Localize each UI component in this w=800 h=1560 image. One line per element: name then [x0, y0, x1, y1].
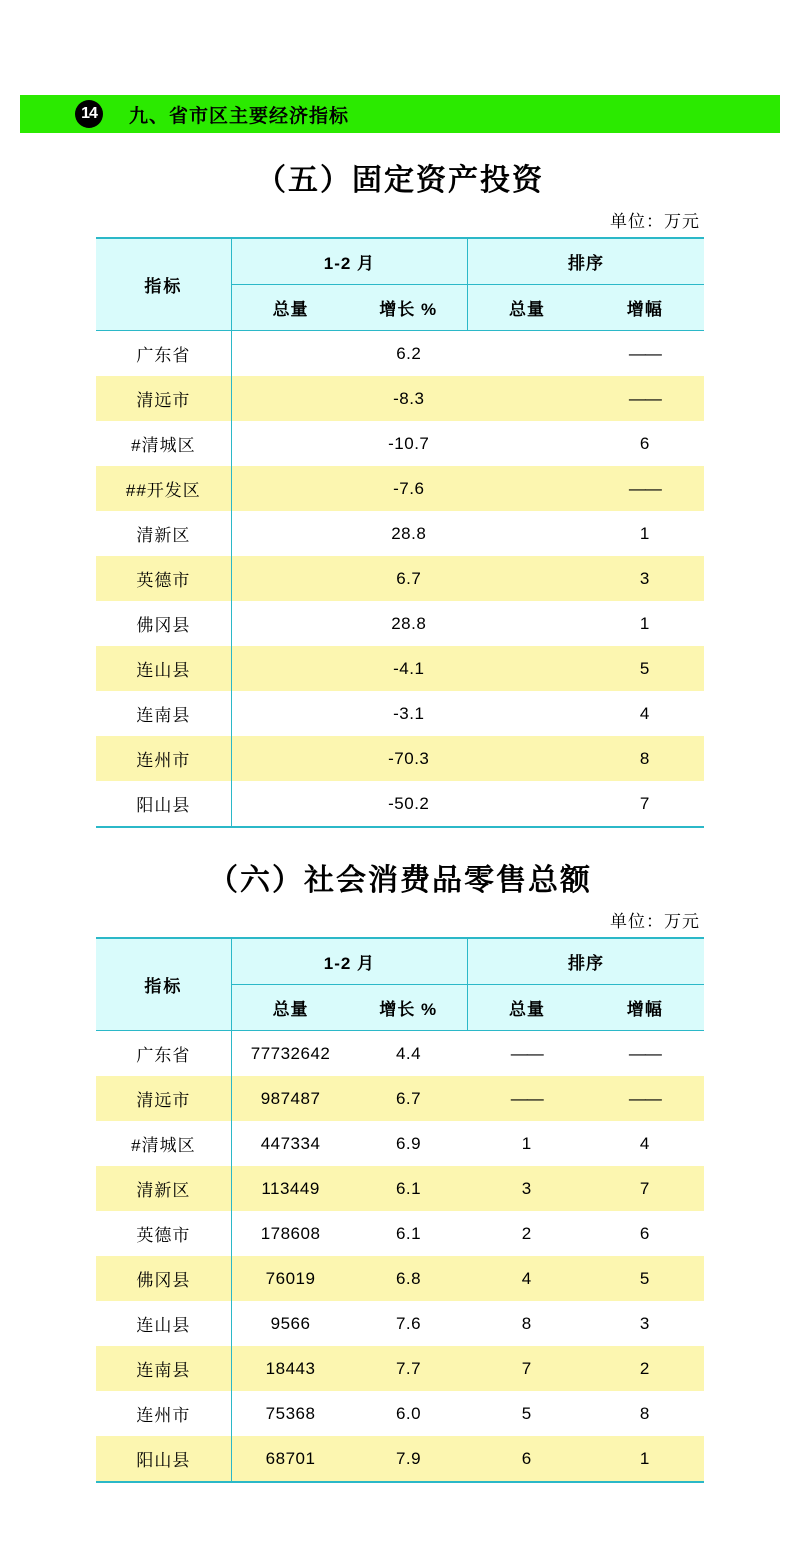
row-label: 广东省	[96, 1031, 231, 1077]
table-head-row-1	[96, 938, 704, 985]
table-row	[96, 1031, 704, 1077]
row-label: 连山县	[96, 646, 231, 691]
row-rank-total: 6	[468, 1436, 586, 1482]
row-label: 佛冈县	[96, 1256, 231, 1301]
row-growth: 7.7	[349, 1346, 467, 1391]
row-label: 阳山县	[96, 781, 231, 827]
col-header-rank-growth: 增幅	[586, 985, 704, 1031]
table-row	[96, 421, 704, 466]
row-label: 清新区	[96, 1166, 231, 1211]
row-growth: 6.7	[349, 1076, 467, 1121]
section-title: （六）社会消费品零售总额	[208, 864, 592, 897]
row-label: 连州市	[96, 736, 231, 781]
table-head	[96, 238, 704, 331]
row-rank-total: 4	[468, 1256, 586, 1301]
row-growth: -70.3	[231, 736, 586, 781]
table-row	[96, 691, 704, 736]
table-head-row-1	[96, 238, 704, 285]
row-rank-growth: 2	[586, 1346, 704, 1391]
row-growth: -4.1	[231, 646, 586, 691]
row-total: 18443	[231, 1346, 349, 1391]
col-header-period: 1-2 月	[231, 938, 467, 985]
row-rank-growth: 6	[586, 1211, 704, 1256]
row-rank-growth: 1	[586, 1436, 704, 1482]
table-row	[96, 511, 704, 556]
col-header-rank: 排序	[468, 938, 704, 985]
table-row	[96, 331, 704, 377]
row-rank-growth: ——	[586, 376, 704, 421]
table-row	[96, 1211, 704, 1256]
table-row	[96, 1256, 704, 1301]
table-head	[96, 938, 704, 1031]
row-rank-growth: ——	[586, 1031, 704, 1077]
row-growth: 4.4	[349, 1031, 467, 1077]
section-retail-sales	[0, 855, 800, 1528]
row-label: ##开发区	[96, 466, 231, 511]
section-header-bar	[20, 95, 780, 133]
table-row	[96, 1301, 704, 1346]
table-row	[96, 1076, 704, 1121]
row-rank-growth: ——	[586, 466, 704, 511]
row-growth: 28.8	[231, 601, 586, 646]
row-label: 连州市	[96, 1391, 231, 1436]
unit-label: 单位：万元	[610, 912, 700, 931]
header-title: 九、省市区主要经济指标	[129, 105, 350, 127]
row-total: 178608	[231, 1211, 349, 1256]
row-rank-growth: 3	[586, 1301, 704, 1346]
row-growth: 6.1	[349, 1211, 467, 1256]
row-label: 清远市	[96, 376, 231, 421]
col-header-growth: 增长 %	[349, 985, 467, 1031]
row-rank-total: ——	[468, 1031, 586, 1077]
row-total: 9566	[231, 1301, 349, 1346]
row-label: 佛冈县	[96, 601, 231, 646]
col-header-period: 1-2 月	[231, 238, 467, 285]
table-row	[96, 646, 704, 691]
row-rank-total: 8	[468, 1301, 586, 1346]
row-total: 987487	[231, 1076, 349, 1121]
table-fixed-asset-investment	[96, 237, 704, 873]
col-header-rank-total: 总量	[468, 285, 586, 331]
row-growth: -50.2	[231, 781, 586, 827]
row-total: 77732642	[231, 1031, 349, 1077]
table-row	[96, 1346, 704, 1391]
page-number-badge: 14	[75, 100, 103, 128]
table-row	[96, 1436, 704, 1482]
row-growth: -10.7	[231, 421, 586, 466]
row-rank-growth: 4	[586, 1121, 704, 1166]
table-row	[96, 601, 704, 646]
table-row	[96, 376, 704, 421]
col-header-growth: 增长 %	[349, 285, 467, 331]
table-body	[96, 1031, 704, 1529]
row-rank-growth: 8	[586, 1391, 704, 1436]
row-total: 447334	[231, 1121, 349, 1166]
row-rank-total: 3	[468, 1166, 586, 1211]
row-growth: 6.0	[349, 1391, 467, 1436]
row-growth: 6.8	[349, 1256, 467, 1301]
section-title: （五）固定资产投资	[256, 164, 544, 197]
row-label: #清城区	[96, 421, 231, 466]
table-bottom-rule	[96, 1482, 704, 1528]
row-growth: 6.2	[231, 331, 586, 377]
row-rank-growth: 8	[586, 736, 704, 781]
row-growth: -7.6	[231, 466, 586, 511]
table-row	[96, 556, 704, 601]
row-label: 英德市	[96, 556, 231, 601]
table-row	[96, 1391, 704, 1436]
row-label: 连山县	[96, 1301, 231, 1346]
col-header-rank-total: 总量	[468, 985, 586, 1031]
row-label: 连南县	[96, 1346, 231, 1391]
row-label: 清远市	[96, 1076, 231, 1121]
row-growth: -8.3	[231, 376, 586, 421]
row-label: 广东省	[96, 331, 231, 377]
row-growth: 28.8	[231, 511, 586, 556]
row-rank-growth: 5	[586, 1256, 704, 1301]
row-rank-growth: 5	[586, 646, 704, 691]
row-growth: 7.9	[349, 1436, 467, 1482]
row-rank-total: 1	[468, 1121, 586, 1166]
col-header-indicator: 指标	[96, 938, 231, 1031]
table-body	[96, 331, 704, 874]
col-header-rank-growth: 增幅	[586, 285, 704, 331]
table-row	[96, 1121, 704, 1166]
row-total: 113449	[231, 1166, 349, 1211]
col-header-total: 总量	[231, 285, 349, 331]
unit-label: 单位：万元	[610, 212, 700, 231]
row-rank-total: 2	[468, 1211, 586, 1256]
row-rank-growth: 7	[586, 781, 704, 827]
row-rank-growth: 1	[586, 511, 704, 556]
row-label: 阳山县	[96, 1436, 231, 1482]
col-header-rank: 排序	[468, 238, 704, 285]
row-growth: 7.6	[349, 1301, 467, 1346]
row-rank-growth: ——	[586, 1076, 704, 1121]
section-fixed-asset-investment	[0, 155, 800, 873]
row-growth: 6.9	[349, 1121, 467, 1166]
row-rank-total: 7	[468, 1346, 586, 1391]
row-growth: 6.7	[231, 556, 586, 601]
row-rank-growth: 1	[586, 601, 704, 646]
row-label: 英德市	[96, 1211, 231, 1256]
row-label: #清城区	[96, 1121, 231, 1166]
table-row	[96, 736, 704, 781]
row-growth: -3.1	[231, 691, 586, 736]
table-row	[96, 1166, 704, 1211]
row-rank-total: ——	[468, 1076, 586, 1121]
col-header-indicator: 指标	[96, 238, 231, 331]
row-label: 清新区	[96, 511, 231, 556]
row-rank-growth: 6	[586, 421, 704, 466]
col-header-total: 总量	[231, 985, 349, 1031]
row-rank-growth: ——	[586, 331, 704, 377]
row-growth: 6.1	[349, 1166, 467, 1211]
table-row	[96, 466, 704, 511]
row-rank-growth: 4	[586, 691, 704, 736]
row-total: 68701	[231, 1436, 349, 1482]
row-label: 连南县	[96, 691, 231, 736]
table-retail-sales	[96, 937, 704, 1528]
row-total: 75368	[231, 1391, 349, 1436]
row-rank-growth: 7	[586, 1166, 704, 1211]
row-rank-growth: 3	[586, 556, 704, 601]
row-total: 76019	[231, 1256, 349, 1301]
row-rank-total: 5	[468, 1391, 586, 1436]
table-row	[96, 781, 704, 827]
